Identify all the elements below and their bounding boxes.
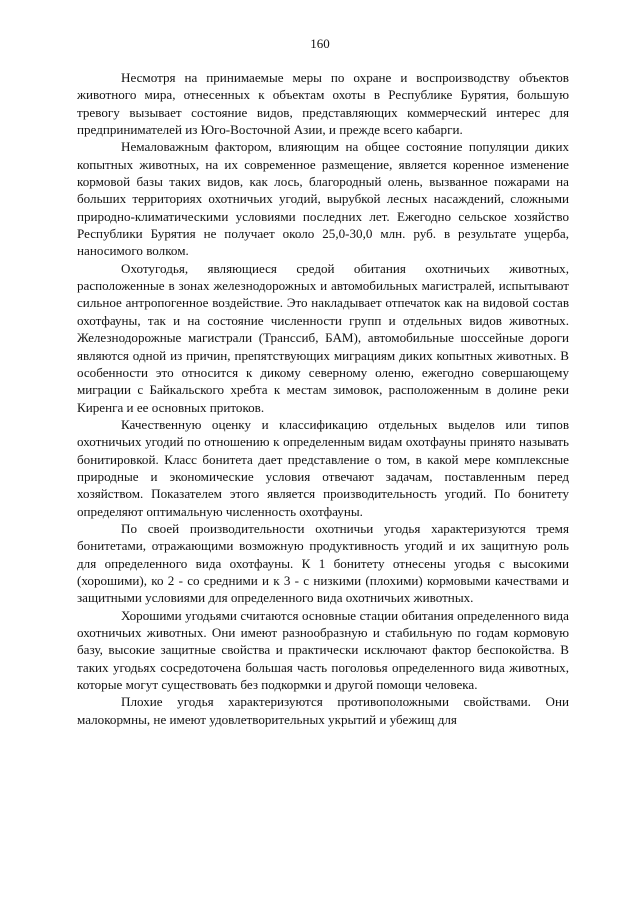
paragraph: Немаловажным фактором, влияющим на общее состояние популяции диких копытных животных, на их современное размещение, является коренное изменение кормовой базы таких видов, как лось, благородный олень, вызванное пожарами на больших территориях охотничьих угодий, вырубкой лесных насаждений, сложными природно-климатическими условиями последних лет. Ежегодно сельское хозяйство Республики Бурятия не получает около 25,0-30,0 млн. руб. в результате ущерба, наносимого волком. [77,139,569,259]
paragraph: Охотугодья, являющиеся средой обитания охотничьих животных, расположенные в зонах железнодорожных и автомобильных магистралей, испытывают сильное антропогенное воздействие. Это накладывает отпечаток как на видовой состав охотфауны, так и на состояние численности групп и отдельных видов животных. Железнодорожные магистрали (Транссиб, БАМ), автомобильные шоссейные дороги являются одной из причин, препятствующих миграциям диких копытных животных. В особенности это относится к дикому северному оленю, ежегодно совершающему миграции с Байкальского хребта к местам зимовок, расположенным в долине реки Киренга и ее основных притоков. [77,260,569,415]
paragraph: По своей производительности охотничьи угодья характеризуются тремя бонитетами, отражающими возможную продуктивность угодий и их защитную роль для определенного вида охотфауны. К 1 бонитету отнесены угодья с высокими (хорошими), ко 2 - со средними и к 3 - с низкими (плохими) кормовыми качествами и защитными условиями для определенного вида охотничьих животных. [77,520,569,606]
paragraph: Плохие угодья характеризуются противоположными свойствами. Они малокормны, не имеют удовлетворительных укрытий и убежищ для [77,694,569,727]
body-text [77,69,569,728]
paragraph: Хорошими угодьями считаются основные стации обитания определенного вида охотничьих животных. Они имеют разнообразную и стабильную по годам кормовую базу, высокие защитные свойства и практически исключают фактор беспокойства. В таких угодьях сосредоточена большая часть поголовья определенного вида животных, которые могут существовать без подкормки и другой помощи человека. [77,607,569,693]
paragraph: Качественную оценку и классификацию отдельных выделов или типов охотничьих угодий по отношению к определенным видам охотфауны принято называть бонитировкой. Класс бонитета дает представление о том, в какой мере комплексные природные и экономические условия отвечают задачам, поставленным перед хозяйством. Показателем этого является производительность угодий. По бонитету определяют оптимальную численность охотфауны. [77,416,569,519]
paragraph: Несмотря на принимаемые меры по охране и воспроизводству объектов животного мира, отнесенных к объектам охоты в Республике Бурятия, большую тревогу вызывает состояние видов, представляющих коммерческий интерес для предпринимателей из Юго-Восточной Азии, и прежде всего кабарги. [77,70,569,138]
page-number: 160 [310,36,330,51]
